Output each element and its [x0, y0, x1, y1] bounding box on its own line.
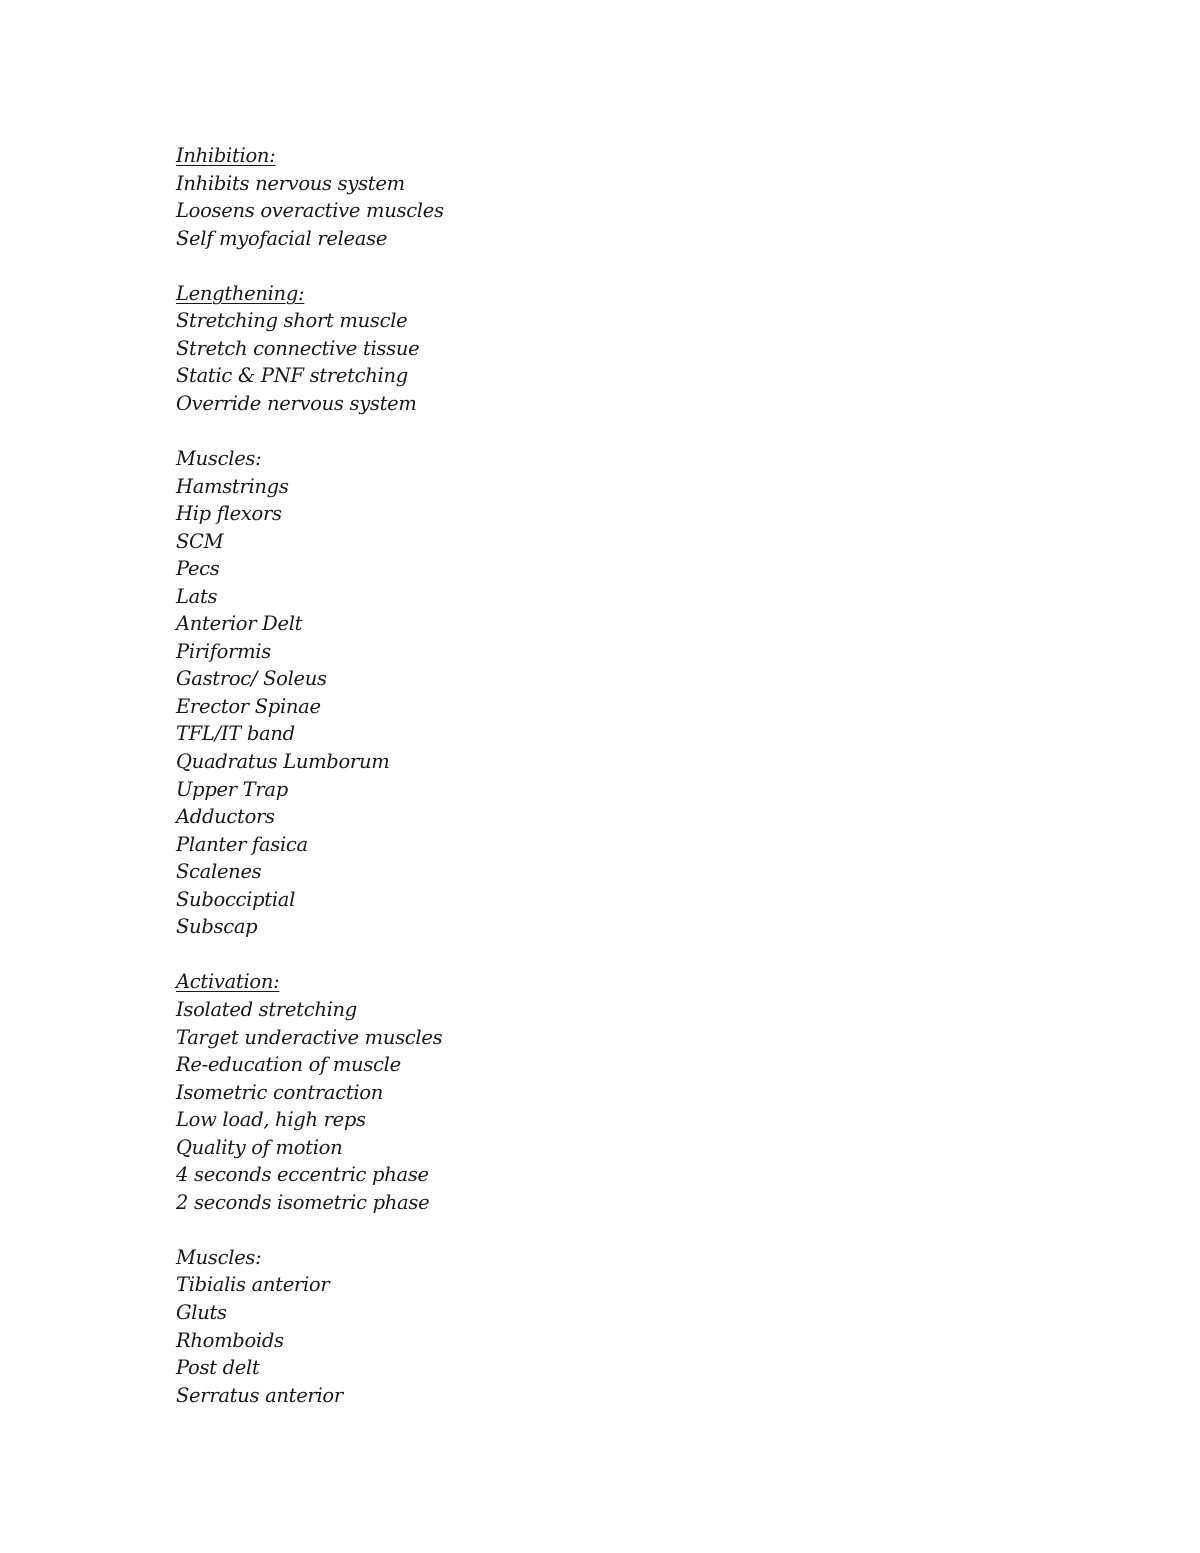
list-item: TFL/IT band	[176, 722, 295, 746]
section-inhibition	[176, 142, 876, 252]
list-item: Adductors	[176, 805, 275, 829]
list-item: Low load, high reps	[176, 1108, 366, 1132]
list-item: Pecs	[176, 557, 220, 581]
list-item: Piriformis	[176, 639, 271, 663]
list-item: 4 seconds eccentric phase	[176, 1163, 429, 1187]
list-item: Self myofacial release	[176, 226, 388, 250]
list-item: Gluts	[176, 1300, 227, 1324]
list-item: Override nervous system	[176, 391, 417, 415]
list-item: Re-education of muscle	[176, 1053, 401, 1077]
list-item: Isometric contraction	[176, 1080, 383, 1104]
list-item: Erector Spinae	[176, 694, 321, 718]
section-muscles	[176, 1244, 876, 1409]
list-item: Stretching short muscle	[176, 309, 408, 333]
document-body	[176, 142, 876, 1437]
list-item: Static & PNF stretching	[176, 364, 408, 388]
list-item: Lats	[176, 584, 218, 608]
list-item: Serratus anterior	[176, 1383, 343, 1407]
list-item: Quality of motion	[176, 1135, 343, 1159]
list-item: Inhibits nervous system	[176, 171, 405, 195]
list-item: Tibialis anterior	[176, 1273, 330, 1297]
section-muscles	[176, 445, 876, 941]
list-item: Hamstrings	[176, 474, 289, 498]
list-item: Quadratus Lumborum	[176, 750, 390, 774]
section-heading: Activation:	[176, 970, 280, 994]
section-lengthening	[176, 280, 876, 418]
list-item: Rhomboids	[176, 1328, 284, 1352]
section-heading: Muscles:	[176, 447, 262, 471]
list-item: Subscap	[176, 915, 258, 939]
list-item: Planter fasica	[176, 832, 308, 856]
list-item: Isolated stretching	[176, 997, 357, 1021]
list-item: Stretch connective tissue	[176, 336, 420, 360]
list-item: Hip flexors	[176, 502, 282, 526]
list-item: Gastroc/ Soleus	[176, 667, 327, 691]
list-item: Anterior Delt	[176, 612, 303, 636]
section-heading: Lengthening:	[176, 281, 305, 305]
list-item: Upper Trap	[176, 777, 288, 801]
list-item: Post delt	[176, 1356, 260, 1380]
section-activation	[176, 968, 876, 1216]
list-item: 2 seconds isometric phase	[176, 1190, 430, 1214]
section-heading: Muscles:	[176, 1245, 262, 1269]
list-item: Target underactive muscles	[176, 1025, 443, 1049]
section-heading: Inhibition:	[176, 144, 276, 167]
list-item: Subocciptial	[176, 887, 296, 911]
list-item: SCM	[176, 529, 224, 553]
list-item: Scalenes	[176, 860, 262, 884]
list-item: Loosens overactive muscles	[176, 199, 444, 223]
